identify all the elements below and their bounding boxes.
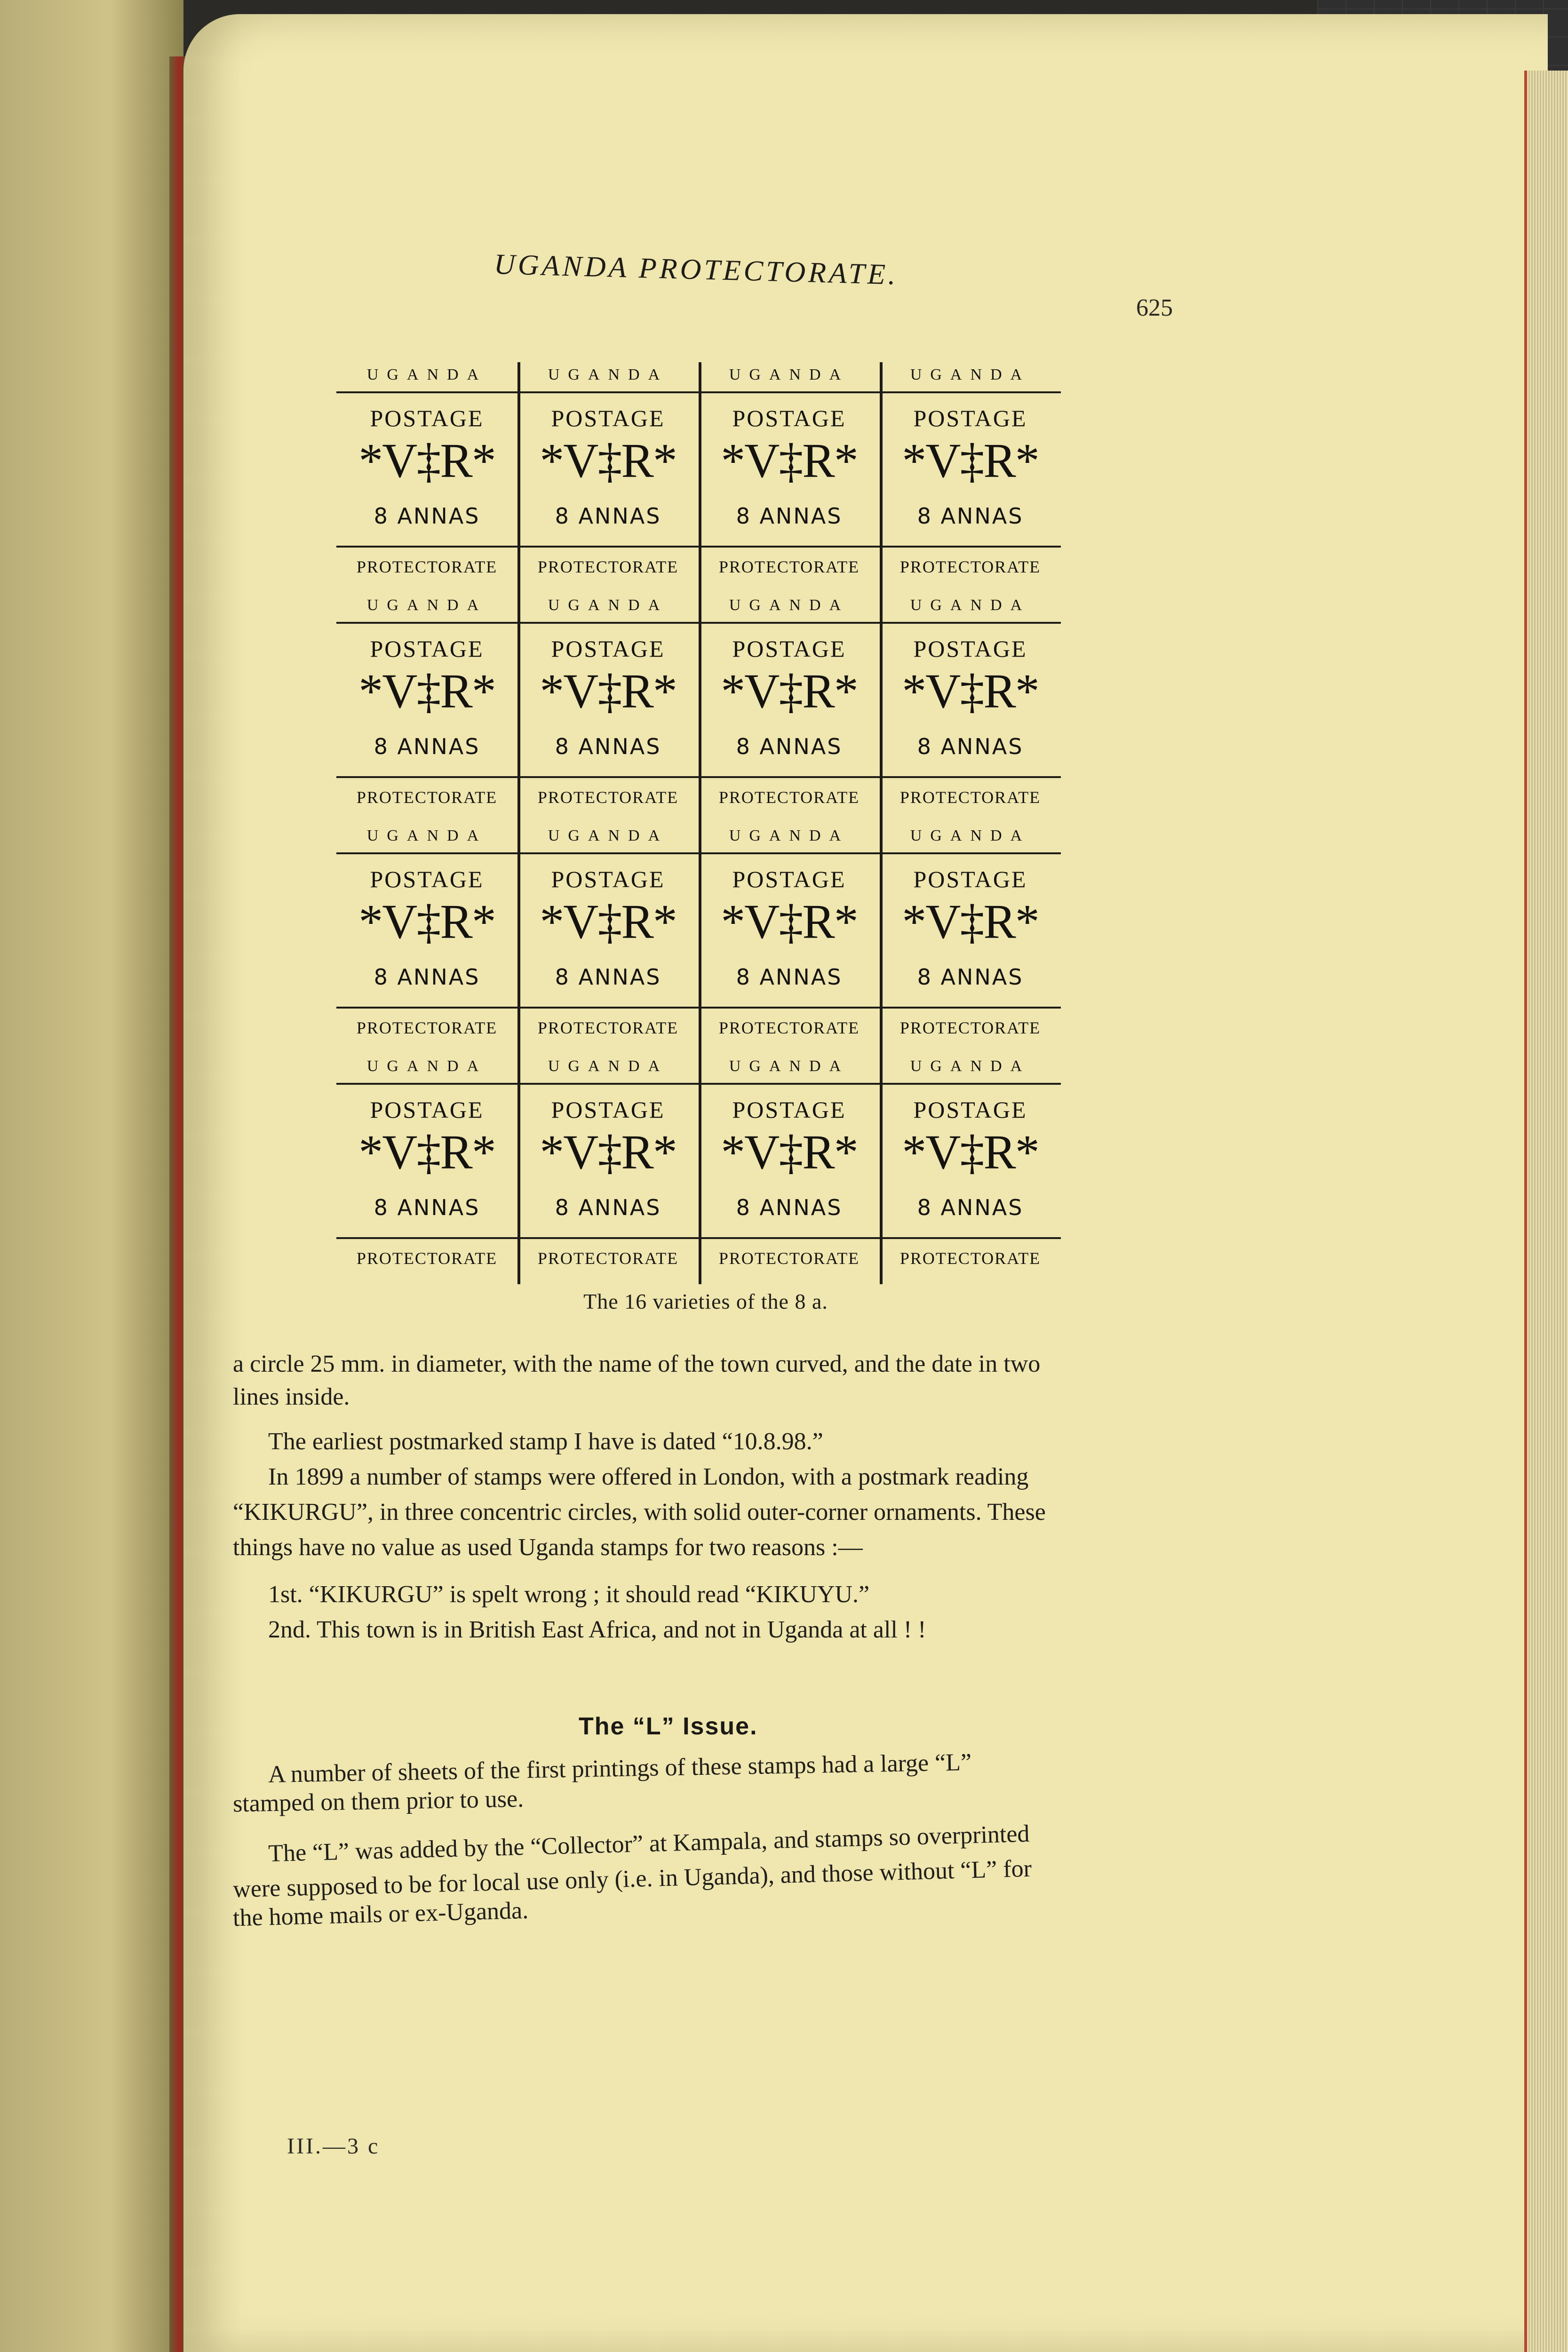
stamp-top-label: UGANDA bbox=[336, 1057, 517, 1085]
stamp-value: 8 ANNAS bbox=[374, 964, 480, 990]
stamp bbox=[517, 593, 701, 823]
stamp-monogram: *V‡R* bbox=[902, 664, 1039, 718]
stamp bbox=[336, 1054, 520, 1284]
stamp-value: 8 ANNAS bbox=[374, 503, 480, 529]
stamp-top-label: UGANDA bbox=[517, 366, 699, 393]
body-line: a circle 25 mm. in diameter, with the name of the town curved, and the date in two bbox=[233, 1351, 1041, 1377]
stamp-monogram: *V‡R* bbox=[721, 434, 858, 488]
stamp bbox=[517, 823, 701, 1054]
stamp-top-label: UGANDA bbox=[699, 827, 880, 854]
stamp-postage-label: POSTAGE bbox=[732, 1097, 846, 1123]
stamp bbox=[880, 1054, 1061, 1284]
stamp-top-label: UGANDA bbox=[880, 1057, 1061, 1085]
section-line: A number of sheets of the first printings of these stamps had a large “L” bbox=[268, 1748, 972, 1788]
stamp-bottom-label: PROTECTORATE bbox=[699, 1007, 880, 1038]
stamp-value: 8 ANNAS bbox=[736, 734, 843, 759]
stamp-bottom-label: PROTECTORATE bbox=[880, 1007, 1061, 1038]
section-line: the home mails or ex-Uganda. bbox=[232, 1897, 529, 1932]
stamp-value: 8 ANNAS bbox=[736, 1195, 843, 1220]
stamp-postage-label: POSTAGE bbox=[732, 866, 846, 892]
stamp-postage-label: POSTAGE bbox=[551, 866, 665, 892]
stamp bbox=[517, 362, 701, 593]
stamp-top-label: UGANDA bbox=[517, 596, 699, 624]
stamp-bottom-label: PROTECTORATE bbox=[517, 546, 699, 577]
stamp-bottom-label: PROTECTORATE bbox=[880, 1237, 1061, 1268]
stamp-monogram: *V‡R* bbox=[902, 1125, 1039, 1179]
stamp bbox=[336, 823, 520, 1054]
reason-1: 1st. “KIKURGU” is spelt wrong ; it should read “KIKUYU.” bbox=[268, 1581, 870, 1608]
section-title: The “L” Issue. bbox=[579, 1713, 758, 1740]
stamp-monogram: *V‡R* bbox=[540, 434, 677, 488]
stamp-value: 8 ANNAS bbox=[917, 964, 1024, 990]
stamp bbox=[880, 362, 1061, 593]
section-line: The “L” was added by the “Collector” at Kampala, and stamps so overprinted bbox=[268, 1820, 1030, 1867]
stamp-top-label: UGANDA bbox=[880, 366, 1061, 393]
stamp-bottom-label: PROTECTORATE bbox=[517, 776, 699, 807]
stamp-value: 8 ANNAS bbox=[736, 503, 843, 529]
stamp-monogram: *V‡R* bbox=[540, 1125, 677, 1179]
body-line: lines inside. bbox=[233, 1383, 350, 1410]
stamp-bottom-label: PROTECTORATE bbox=[880, 546, 1061, 577]
stamp bbox=[880, 593, 1061, 823]
stamp-value: 8 ANNAS bbox=[374, 734, 480, 759]
body-line: “KIKURGU”, in three concentric circles, with solid outer-corner ornaments. These bbox=[233, 1499, 1046, 1526]
stamp bbox=[699, 823, 883, 1054]
stamp-monogram: *V‡R* bbox=[902, 895, 1039, 949]
stamp-value: 8 ANNAS bbox=[917, 503, 1024, 529]
stamp-top-label: UGANDA bbox=[699, 1057, 880, 1085]
stamp-bottom-label: PROTECTORATE bbox=[699, 1237, 880, 1268]
stamp-postage-label: POSTAGE bbox=[913, 866, 1027, 892]
stamp-top-label: UGANDA bbox=[336, 366, 517, 393]
stamp-bottom-label: PROTECTORATE bbox=[336, 546, 517, 577]
stamp-value: 8 ANNAS bbox=[555, 734, 661, 759]
stamp-bottom-label: PROTECTORATE bbox=[517, 1237, 699, 1268]
stamp-postage-label: POSTAGE bbox=[551, 1097, 665, 1123]
section-line: were supposed to be for local use only (i.e. in Uganda), and those without “L” for bbox=[232, 1855, 1032, 1903]
left-page bbox=[0, 0, 183, 2352]
section-line: stamped on them prior to use. bbox=[232, 1785, 524, 1818]
stamp-value: 8 ANNAS bbox=[736, 964, 843, 990]
stamp-value: 8 ANNAS bbox=[555, 1195, 661, 1220]
stamp-value: 8 ANNAS bbox=[917, 1195, 1024, 1220]
stamp-top-label: UGANDA bbox=[699, 366, 880, 393]
stamp-postage-label: POSTAGE bbox=[732, 405, 846, 431]
stamp-monogram: *V‡R* bbox=[902, 434, 1039, 488]
stamp-monogram: *V‡R* bbox=[358, 1125, 495, 1179]
stamp bbox=[699, 362, 883, 593]
body-line: The earliest postmarked stamp I have is dated “10.8.98.” bbox=[268, 1428, 823, 1455]
stamp-bottom-label: PROTECTORATE bbox=[336, 1237, 517, 1268]
signature-mark: III.—3 c bbox=[287, 2134, 380, 2159]
stamp-bottom-label: PROTECTORATE bbox=[517, 1007, 699, 1038]
stamp-monogram: *V‡R* bbox=[358, 895, 495, 949]
stamp-top-label: UGANDA bbox=[336, 827, 517, 854]
stamp-postage-label: POSTAGE bbox=[370, 1097, 484, 1123]
stamp bbox=[699, 593, 883, 823]
stamp-top-label: UGANDA bbox=[880, 827, 1061, 854]
stamp-value: 8 ANNAS bbox=[555, 964, 661, 990]
stamp-bottom-label: PROTECTORATE bbox=[880, 776, 1061, 807]
stamp-postage-label: POSTAGE bbox=[370, 405, 484, 431]
stamp-monogram: *V‡R* bbox=[721, 895, 858, 949]
stamp-top-label: UGANDA bbox=[336, 596, 517, 624]
stamp-bottom-label: PROTECTORATE bbox=[336, 1007, 517, 1038]
body-line: In 1899 a number of stamps were offered in London, with a postmark reading bbox=[268, 1463, 1029, 1490]
stamp-postage-label: POSTAGE bbox=[551, 636, 665, 662]
stamp bbox=[699, 1054, 883, 1284]
body-line: things have no value as used Uganda stamps for two reasons :— bbox=[233, 1534, 863, 1561]
running-head: UGANDA PROTECTORATE. bbox=[493, 248, 899, 291]
stamp-value: 8 ANNAS bbox=[555, 503, 661, 529]
stamp-sheet bbox=[336, 362, 1061, 1284]
stamp-value: 8 ANNAS bbox=[374, 1195, 480, 1220]
stamp-monogram: *V‡R* bbox=[721, 1125, 858, 1179]
stamp-postage-label: POSTAGE bbox=[732, 636, 846, 662]
stamp-top-label: UGANDA bbox=[517, 827, 699, 854]
stamp-postage-label: POSTAGE bbox=[370, 636, 484, 662]
stamp-top-label: UGANDA bbox=[517, 1057, 699, 1085]
page-edges bbox=[1524, 71, 1568, 2352]
stamp-postage-label: POSTAGE bbox=[913, 405, 1027, 431]
stamp bbox=[880, 823, 1061, 1054]
stamp-monogram: *V‡R* bbox=[540, 895, 677, 949]
page-number: 625 bbox=[1136, 294, 1173, 321]
stamp-monogram: *V‡R* bbox=[358, 434, 495, 488]
reason-2: 2nd. This town is in British East Africa, and not in Uganda at all ! ! bbox=[268, 1616, 926, 1643]
stamp-top-label: UGANDA bbox=[699, 596, 880, 624]
stamp-value: 8 ANNAS bbox=[917, 734, 1024, 759]
stamp-bottom-label: PROTECTORATE bbox=[699, 776, 880, 807]
stamp bbox=[336, 593, 520, 823]
stamp-top-label: UGANDA bbox=[880, 596, 1061, 624]
stamp-postage-label: POSTAGE bbox=[551, 405, 665, 431]
stamp-postage-label: POSTAGE bbox=[913, 1097, 1027, 1123]
stamp-monogram: *V‡R* bbox=[358, 664, 495, 718]
stamp-monogram: *V‡R* bbox=[721, 664, 858, 718]
stamp-postage-label: POSTAGE bbox=[913, 636, 1027, 662]
stamp-bottom-label: PROTECTORATE bbox=[699, 546, 880, 577]
stamp-monogram: *V‡R* bbox=[540, 664, 677, 718]
stamp-bottom-label: PROTECTORATE bbox=[336, 776, 517, 807]
stamp-postage-label: POSTAGE bbox=[370, 866, 484, 892]
stamp bbox=[517, 1054, 701, 1284]
stamp bbox=[336, 362, 520, 593]
figure-caption: The 16 varieties of the 8 a. bbox=[583, 1289, 828, 1313]
